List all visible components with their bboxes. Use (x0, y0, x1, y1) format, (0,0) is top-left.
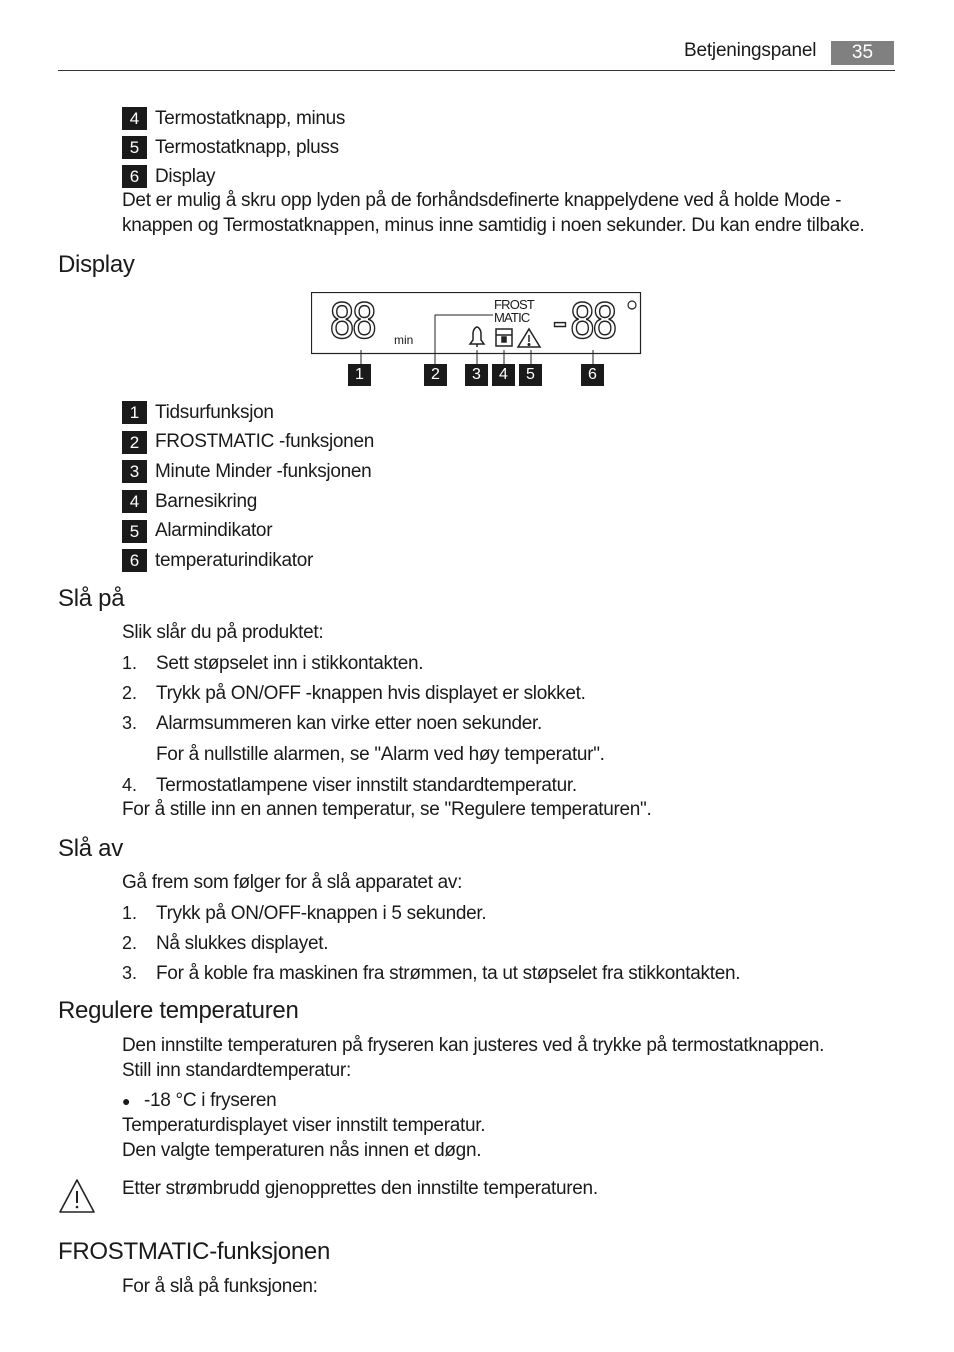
section-heading-display: Display (58, 251, 135, 278)
section-heading-regulere: Regulere temperaturen (58, 997, 299, 1024)
list-item (122, 162, 345, 191)
step-number: 1. (122, 902, 138, 923)
list-item (122, 898, 740, 928)
list-item (122, 770, 605, 800)
sla-av-intro: Gå frem som følger for å slå apparatet av: (122, 872, 463, 893)
callout-label-2: 2 (424, 364, 447, 386)
step-number: 4. (122, 774, 138, 795)
list-item (122, 928, 740, 958)
legend-number-badge: 1 (122, 401, 147, 424)
legend-label: Tidsurfunksjon (155, 401, 274, 423)
bell-icon (470, 327, 484, 347)
child-lock-icon (496, 329, 512, 346)
section-heading-sla-pa: Slå på (58, 585, 125, 612)
paragraph-line: knappen og Termostatknappen, minus inne samtidig i noen sekunder. Du kan endre tilbake. (122, 215, 865, 236)
step-text: Termostatlampene viser innstilt standardtemperatur. (156, 774, 577, 796)
step-number: 2. (122, 932, 138, 953)
legend-label: Alarmindikator (155, 520, 273, 542)
degree-icon (628, 301, 636, 309)
list-item (122, 678, 605, 708)
legend-item (122, 457, 374, 487)
item-label: Display (155, 165, 216, 187)
legend-label: temperaturindikator (155, 549, 313, 571)
bullet-text: -18 °C i fryseren (144, 1090, 277, 1111)
warning-icon (58, 1178, 96, 1214)
legend-label: Barnesikring (155, 490, 258, 512)
frost-label: FROST (494, 297, 535, 312)
regulere-line-4: Den valgte temperaturen nås innen et døgn. (122, 1140, 482, 1161)
legend-item (122, 516, 374, 546)
callout-label-1: 1 (348, 364, 371, 386)
legend-number-badge: 5 (122, 520, 147, 543)
sla-av-steps (122, 898, 740, 988)
callout-label-3: 3 (465, 364, 488, 386)
display-diagram (311, 292, 642, 386)
step-number: 1. (122, 652, 138, 673)
bullet-dot-icon: ● (122, 1092, 131, 1109)
list-item (122, 648, 605, 678)
header-rule (58, 70, 895, 71)
item-label: Termostatknapp, minus (155, 107, 346, 129)
step-text: Nå slukkes displayet. (156, 932, 329, 954)
timer-digits: 88 (329, 294, 374, 350)
alarm-warning-icon (518, 329, 540, 347)
step-text: Sett støpselet inn i stikkontakten. (156, 652, 424, 674)
matic-label: MATIC (494, 310, 530, 325)
bullet-item (122, 1088, 276, 1113)
item-number-badge: 5 (122, 136, 147, 159)
sla-pa-steps (122, 648, 605, 800)
legend-item (122, 398, 374, 428)
callout-label-6: 6 (581, 364, 604, 386)
warning-text: Etter strømbrudd gjenopprettes den innstilte temperaturen. (122, 1178, 598, 1199)
callout-label-4: 4 (492, 364, 515, 386)
list-item (122, 104, 345, 133)
frostmatic-intro: For å slå på funksjonen: (122, 1276, 318, 1297)
legend-number-badge: 6 (122, 549, 147, 572)
legend-item (122, 487, 374, 517)
step-text: Alarmsummeren kan virke etter noen sekunder. (156, 712, 542, 734)
legend-number-badge: 3 (122, 460, 147, 483)
list-item-note (122, 738, 605, 770)
temperature-digits: -88 (547, 294, 615, 350)
page-number: 35 (831, 41, 894, 65)
paragraph-line: Det er mulig å skru opp lyden på de forhåndsdefinerte knappelydene ved å holde Mode - (122, 190, 842, 211)
step-text: Trykk på ON/OFF -knappen hvis displayet er slokket. (156, 682, 586, 704)
callout-leader-2 (435, 315, 493, 366)
list-item (122, 708, 605, 738)
regulere-line-2: Still inn standardtemperatur: (122, 1060, 351, 1081)
legend-number-badge: 2 (122, 431, 147, 454)
running-header: Betjeningspanel (684, 40, 817, 61)
item-number-badge: 6 (122, 165, 147, 188)
list-item (122, 133, 345, 162)
unit-min: min (394, 333, 414, 347)
intro-paragraph (122, 188, 864, 238)
frostmatic-indicator (494, 298, 534, 324)
step-text: Trykk på ON/OFF-knappen i 5 sekunder. (156, 902, 487, 924)
item-number-badge: 4 (122, 107, 147, 130)
display-legend (122, 398, 374, 576)
step-text: For å koble fra maskinen fra strømmen, ta ut støpselet fra stikkontakten. (156, 962, 741, 984)
regulere-line-3: Temperaturdisplayet viser innstilt temperatur. (122, 1115, 486, 1136)
legend-item (122, 428, 374, 458)
sla-pa-intro: Slik slår du på produktet: (122, 622, 324, 643)
regulere-line-1: Den innstilte temperaturen på fryseren kan justeres ved å trykke på termostatknappen. (122, 1035, 825, 1056)
step-number: 2. (122, 682, 138, 703)
sla-pa-outro: For å stille inn en annen temperatur, se "Regulere temperaturen". (122, 799, 652, 820)
step-number: 3. (122, 962, 138, 983)
item-label: Termostatknapp, pluss (155, 136, 339, 158)
section-heading-sla-av: Slå av (58, 835, 123, 862)
callout-label-5: 5 (519, 364, 542, 386)
step-note: For å nullstille alarmen, se "Alarm ved høy temperatur". (156, 743, 605, 765)
top-list (122, 104, 345, 191)
legend-label: FROSTMATIC -funksjonen (155, 431, 374, 453)
legend-label: Minute Minder -funksjonen (155, 460, 372, 482)
legend-item (122, 546, 374, 576)
legend-number-badge: 4 (122, 490, 147, 513)
list-item (122, 958, 740, 988)
step-number: 3. (122, 712, 138, 733)
section-heading-frostmatic: FROSTMATIC-funksjonen (58, 1238, 330, 1265)
